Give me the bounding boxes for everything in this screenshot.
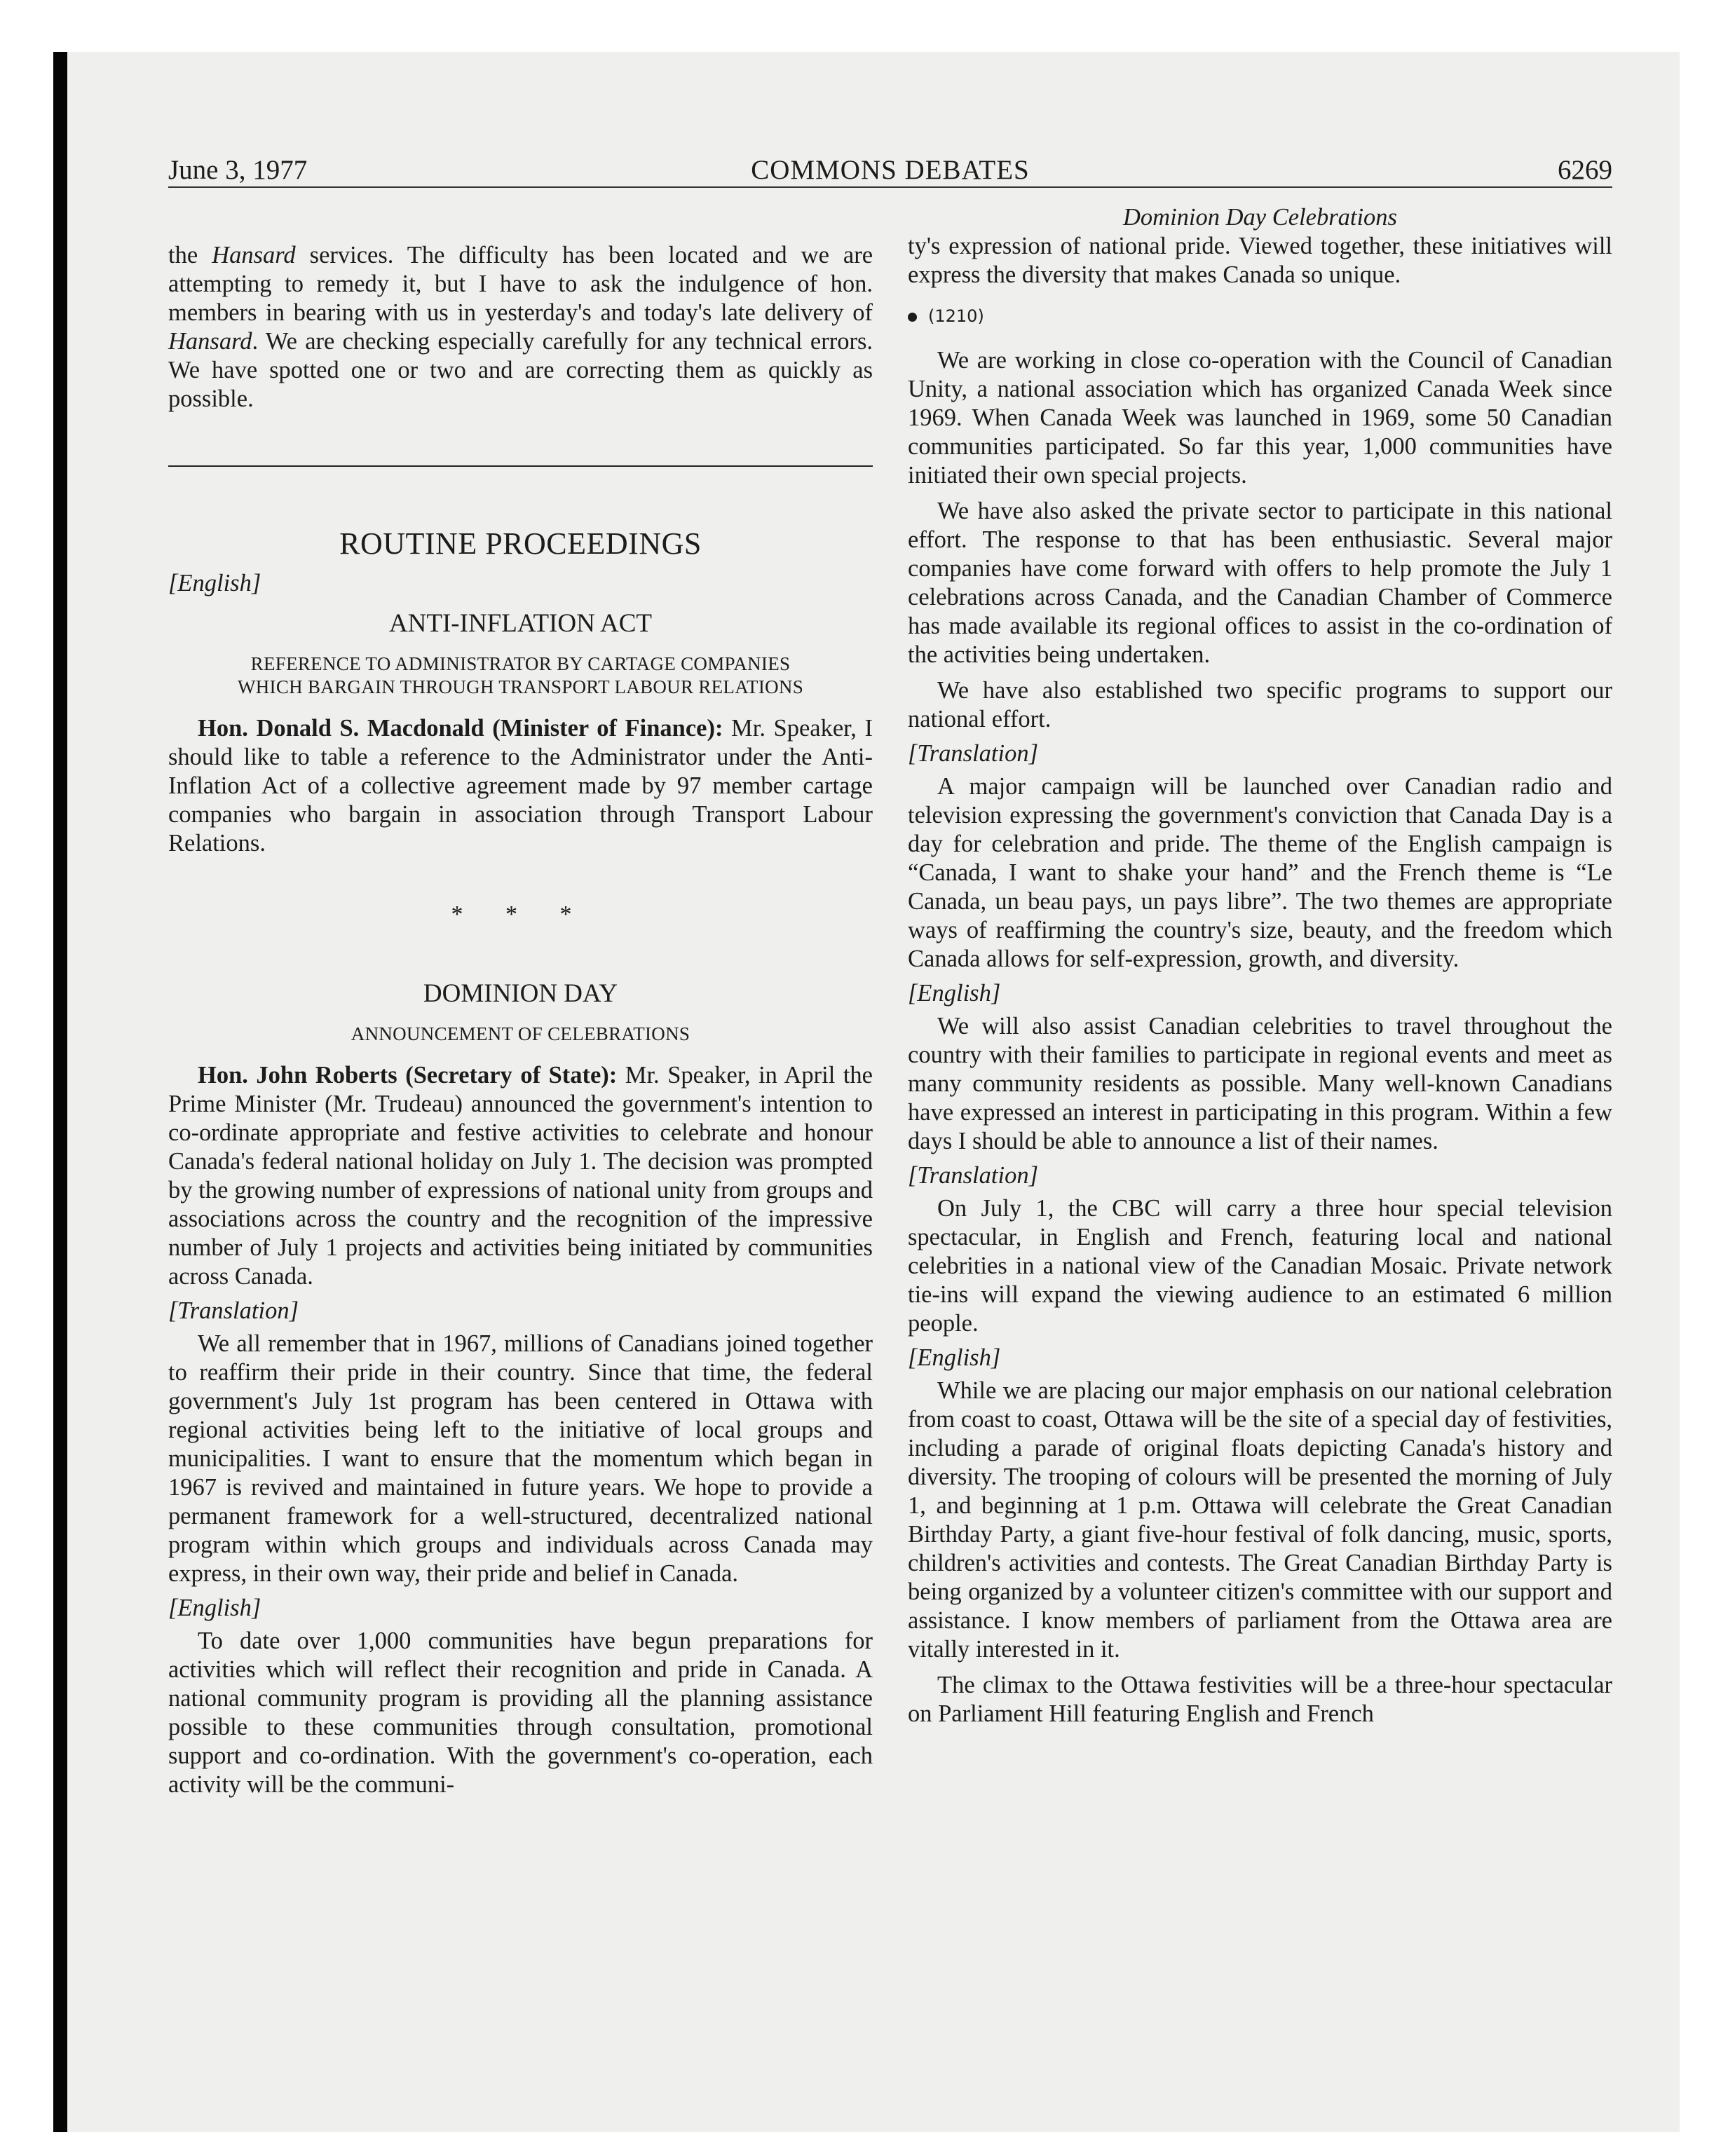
hansard-italic: Hansard [212, 242, 296, 268]
header-date: June 3, 1977 [168, 155, 308, 185]
header-title: COMMONS DEBATES [751, 155, 1030, 185]
act-subtitle-line-1: REFERENCE TO ADMINISTRATOR BY CARTAGE COMPANIES [250, 653, 791, 674]
paragraph-hansard: the Hansard services. The difficulty has been located and we are attempting to remedy it, but I have to ask the indulgence of hon. members in bearing with us in yesterday's and today's late delivery of Hansard. We are checking especially carefully for any technical errors. We have spotted one or two and are correcting them as quickly as possible. [168, 242, 873, 412]
paragraph-macdonald: Hon. Donald S. Macdonald (Minister of Finance): Mr. Speaker, I should like to table a reference to the Administrator under the Anti-Inflation Act of a collective agreement made by 97 member cartage companies who bargain in association through Transport Labour Relations. [168, 715, 873, 857]
paragraph-roberts: Hon. John Roberts (Secretary of State): Mr. Speaker, in April the Prime Minister (Mr. Trudeau) announced the government's intention to co-ordinate appropriate and festive activities to celebrate and honour Canada's federal national holiday on July 1. The decision was prompted by the growing number of expressions of national unity from groups and associations across the country and the recognition of the impressive number of July 1 projects and activities being initiated by communities across Canada. [168, 1062, 873, 1290]
page-header [168, 153, 1612, 188]
language-tag: [Translation] [168, 1297, 299, 1324]
paragraph-council: We are working in close co-operation with the Council of Canadian Unity, a national association which has organized Canada Week since 1969. When Canada Week was launched in 1969, some 50 Canadian communities participated. So far this year, 1,000 communities have initiated their own special projects. [908, 347, 1612, 489]
paragraph-ottawa: While we are placing our major emphasis on our national celebration from coast to coast, Ottawa will be the site of a special day of festivities, including a parade of original floats depicting Canada's history and diversity. The trooping of colours will be presented the morning of July 1, and beginning at 1 p.m. Ottawa will celebrate the Great Canadian Birthday Party, a giant five-hour festival of folk dancing, music, sports, children's activities and contests. The Great Canadian Birthday Party is being organized by a volunteer citizen's committee with our support and assistance. I know members of parliament from the Ottawa area are vitally interested in it. [908, 1377, 1612, 1663]
paragraph-private-sector: We have also asked the private sector to participate in this national effort. The response to that has been enthusiastic. Several major companies have come forward with offers to help promote the July 1 celebrations across Canada, and the Canadian Chamber of Commerce has made available its regional offices to assist in the co-ordination of the activities being undertaken. [908, 498, 1612, 668]
dominion-day-title: DOMINION DAY [423, 979, 618, 1008]
hansard-italic: Hansard [168, 328, 252, 355]
language-tag: [English] [908, 980, 1001, 1007]
running-head: Dominion Day Celebrations [1123, 204, 1397, 231]
scan-edge-shadow [53, 52, 67, 2132]
act-title: ANTI-INFLATION ACT [388, 609, 653, 638]
header-rule [168, 186, 1612, 188]
paragraph-climax: The climax to the Ottawa festivities will be a three-hour spectacular on Parliament Hill featuring English and French [908, 1672, 1612, 1727]
section-divider [168, 465, 873, 467]
dominion-day-subtitle: ANNOUNCEMENT OF CELEBRATIONS [351, 1023, 690, 1044]
paragraph-cbc: On July 1, the CBC will carry a three hour special television spectacular, in English and French, featuring local and national celebrities in a national view of the Canadian Mosaic. Private network tie-ins will expand the viewing audience to an estimated 6 million people. [908, 1195, 1612, 1337]
time-marker: (1210) [908, 302, 1612, 331]
speaker-name: Hon. Donald S. Macdonald (Minister of Finance): [198, 715, 723, 742]
section-title: ROUTINE PROCEEDINGS [339, 526, 702, 561]
language-tag: [English] [908, 1344, 1001, 1371]
act-subtitle-line-2: WHICH BARGAIN THROUGH TRANSPORT LABOUR RELATIONS [237, 676, 804, 697]
language-tag: [Translation] [908, 1162, 1038, 1189]
bullet-dot-icon [908, 313, 917, 322]
paragraph-programs: We have also established two specific programs to support our national effort. [908, 677, 1612, 732]
paragraph-continued: ty's expression of national pride. Viewed together, these initiatives will express the diversity that makes Canada so unique. [908, 233, 1612, 288]
paragraph-1967: We all remember that in 1967, millions of Canadians joined together to reaffirm their pride in their country. Since that time, the federal government's July 1st program has been centered in Ottawa with regional activities being left to the initiative of local groups and municipalities. I want to ensure that the momentum which began in 1967 is revived and maintained in future years. We hope to provide a permanent framework for a well-structured, decentralized national program within which groups and individuals across Canada may express, in their own way, their pride and belief in Canada. [168, 1330, 873, 1587]
header-page-number: 6269 [1558, 155, 1612, 185]
paragraph-celebrities: We will also assist Canadian celebrities to travel throughout the country with their families to participate in regional events and meet as many community residents as possible. Many well-known Canadians have expressed an interest in participating in this program. Within a few days I should be able to announce a list of their names. [908, 1013, 1612, 1154]
speaker-name: Hon. John Roberts (Secretary of State): [198, 1062, 618, 1089]
right-column [908, 203, 1612, 1728]
paragraph-communities: To date over 1,000 communities have begun preparations for activities which will reflect their recognition and pride in Canada. A national community program is providing all the planning assistance possible to these communities through consultation, promotional support and co-ordination. With the government's co-operation, each activity will be the communi- [168, 1628, 873, 1798]
left-column [168, 203, 873, 1799]
section-asterisks: * * * [451, 901, 590, 927]
language-tag: [English] [168, 570, 261, 596]
paragraph-campaign: A major campaign will be launched over Canadian radio and television expressing the government's conviction that Canada Day is a day for celebration and pride. The theme of the English campaign is “Canada, I want to shake your hand” and the French theme is “Le Canada, un beau pays, un pays libre”. The two themes are appropriate ways of reaffirming the country's size, beauty, and the freedom which Canada allows for self-expression, growth, and diversity. [908, 773, 1612, 972]
language-tag: [English] [168, 1595, 261, 1621]
language-tag: [Translation] [908, 740, 1038, 767]
